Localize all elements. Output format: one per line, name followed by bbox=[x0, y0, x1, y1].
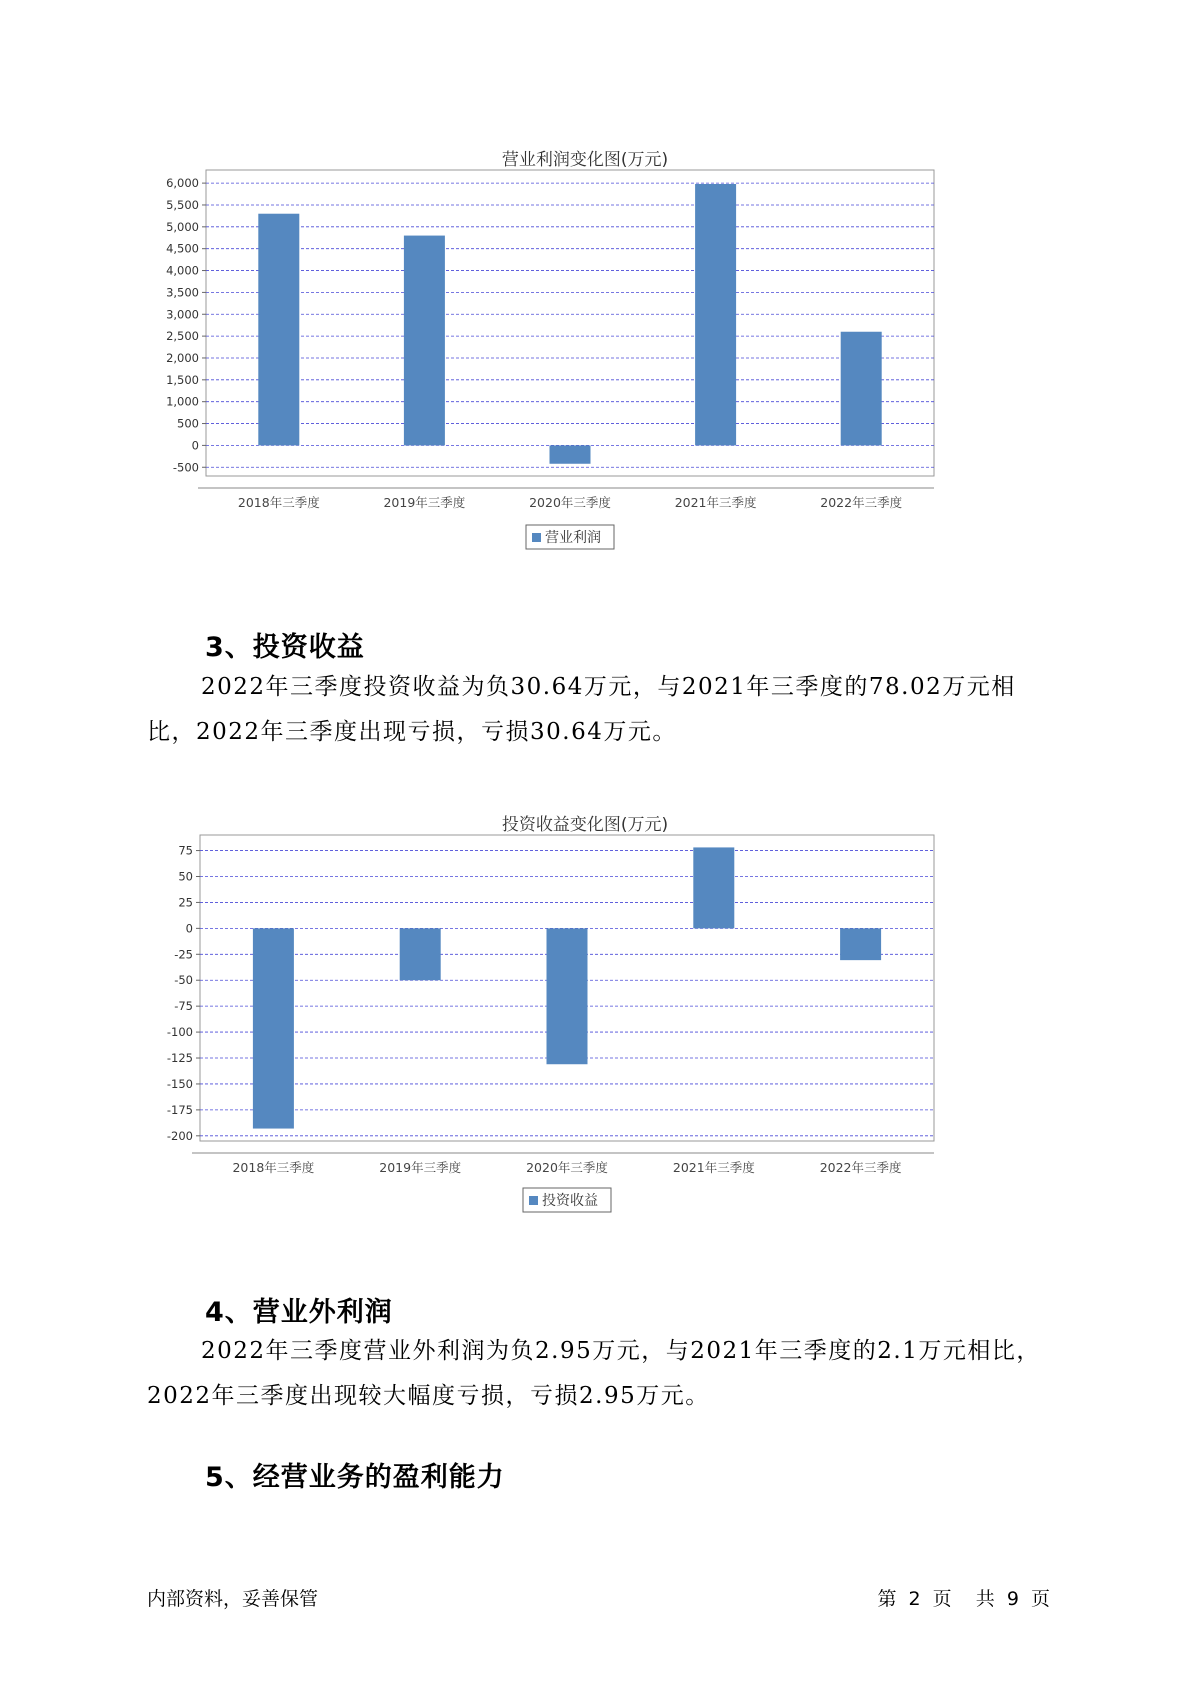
section-heading-nonoperating: 4、营业外利润 bbox=[205, 1297, 393, 1328]
x-tick-label: 2020年三季度 bbox=[526, 1160, 608, 1175]
x-tick-label: 2022年三季度 bbox=[819, 1160, 902, 1175]
y-tick-label: 500 bbox=[177, 416, 199, 431]
y-tick-label: 6,000 bbox=[166, 176, 199, 191]
bar bbox=[253, 928, 294, 1128]
page-label: 第 bbox=[877, 1588, 897, 1610]
legend-swatch bbox=[532, 533, 541, 542]
bar bbox=[400, 928, 441, 980]
y-tick-label: -25 bbox=[174, 947, 193, 962]
x-tick-label: 2021年三季度 bbox=[672, 1160, 755, 1175]
bar bbox=[550, 445, 591, 463]
y-tick-label: -100 bbox=[166, 1025, 193, 1040]
y-tick-label: 5,500 bbox=[166, 197, 199, 212]
plot-frame bbox=[206, 170, 934, 476]
y-tick-label: 0 bbox=[185, 921, 193, 936]
y-tick-label: -50 bbox=[174, 973, 193, 988]
y-tick-label: 3,000 bbox=[166, 307, 199, 322]
x-tick-label: 2020年三季度 bbox=[529, 495, 611, 510]
y-tick-label: 2,000 bbox=[166, 350, 199, 365]
y-tick-label: 5,000 bbox=[166, 219, 199, 234]
x-tick-label: 2018年三季度 bbox=[237, 495, 320, 510]
y-tick-label: 75 bbox=[178, 843, 193, 858]
y-tick-label: 2,500 bbox=[166, 329, 199, 344]
bar bbox=[258, 214, 299, 446]
section-heading-investment: 3、投资收益 bbox=[205, 632, 365, 663]
x-tick-label: 2021年三季度 bbox=[674, 495, 757, 510]
chart-title: 投资收益变化图(万元) bbox=[501, 815, 669, 835]
operating-profit-chart bbox=[150, 140, 1020, 600]
y-tick-label: 1,000 bbox=[166, 394, 199, 409]
operating-profit-chart-svg bbox=[150, 140, 1020, 600]
bar bbox=[547, 928, 588, 1064]
paragraph-nonoperating: 2022年三季度营业外利润为负2.95万元，与2021年三季度的2.1万元相比，2022年三季度出现较大幅度亏损，亏损2.95万元。 bbox=[147, 1338, 1041, 1409]
legend-swatch bbox=[529, 1196, 538, 1205]
bar bbox=[404, 236, 445, 446]
page-total: 9 bbox=[1006, 1588, 1019, 1610]
x-tick-label: 2022年三季度 bbox=[820, 495, 903, 510]
investment-income-chart bbox=[150, 805, 1020, 1260]
page-current: 2 bbox=[908, 1588, 921, 1610]
chart-title: 营业利润变化图(万元) bbox=[501, 150, 669, 170]
y-tick-label: -150 bbox=[166, 1076, 193, 1091]
y-tick-label: -175 bbox=[166, 1102, 193, 1117]
y-tick-label: 25 bbox=[178, 895, 193, 910]
x-tick-label: 2019年三季度 bbox=[379, 1160, 462, 1175]
legend-label: 投资收益 bbox=[542, 1193, 598, 1209]
page-label: 共 bbox=[975, 1588, 995, 1610]
y-tick-label: -200 bbox=[166, 1128, 193, 1143]
y-tick-label: 4,500 bbox=[166, 241, 199, 256]
page-label: 页 bbox=[932, 1588, 952, 1610]
y-tick-label: 50 bbox=[178, 869, 193, 884]
y-tick-label: -75 bbox=[174, 999, 193, 1014]
bar bbox=[841, 332, 882, 446]
bar bbox=[840, 928, 881, 960]
investment-income-chart-svg bbox=[150, 805, 1020, 1260]
bar bbox=[693, 847, 734, 928]
y-tick-label: 1,500 bbox=[166, 372, 199, 387]
x-tick-label: 2019年三季度 bbox=[383, 495, 466, 510]
legend-label: 营业利润 bbox=[545, 530, 601, 546]
bar bbox=[695, 184, 736, 445]
y-tick-label: 4,000 bbox=[166, 263, 199, 278]
x-tick-label: 2018年三季度 bbox=[232, 1160, 315, 1175]
page-label: 页 bbox=[1030, 1588, 1050, 1610]
footer-confidential: 内部资料，妥善保管 bbox=[147, 1588, 319, 1610]
y-tick-label: -500 bbox=[172, 460, 199, 475]
y-tick-label: 0 bbox=[191, 438, 199, 453]
y-tick-label: 3,500 bbox=[166, 285, 199, 300]
paragraph-investment: 2022年三季度投资收益为负30.64万元，与2021年三季度的78.02万元相比，2022年三季度出现亏损，亏损30.64万元。 bbox=[147, 674, 1016, 745]
footer-page-number bbox=[874, 1584, 1053, 1611]
section-heading-profitability: 5、经营业务的盈利能力 bbox=[205, 1462, 505, 1493]
y-tick-label: -125 bbox=[166, 1051, 193, 1066]
